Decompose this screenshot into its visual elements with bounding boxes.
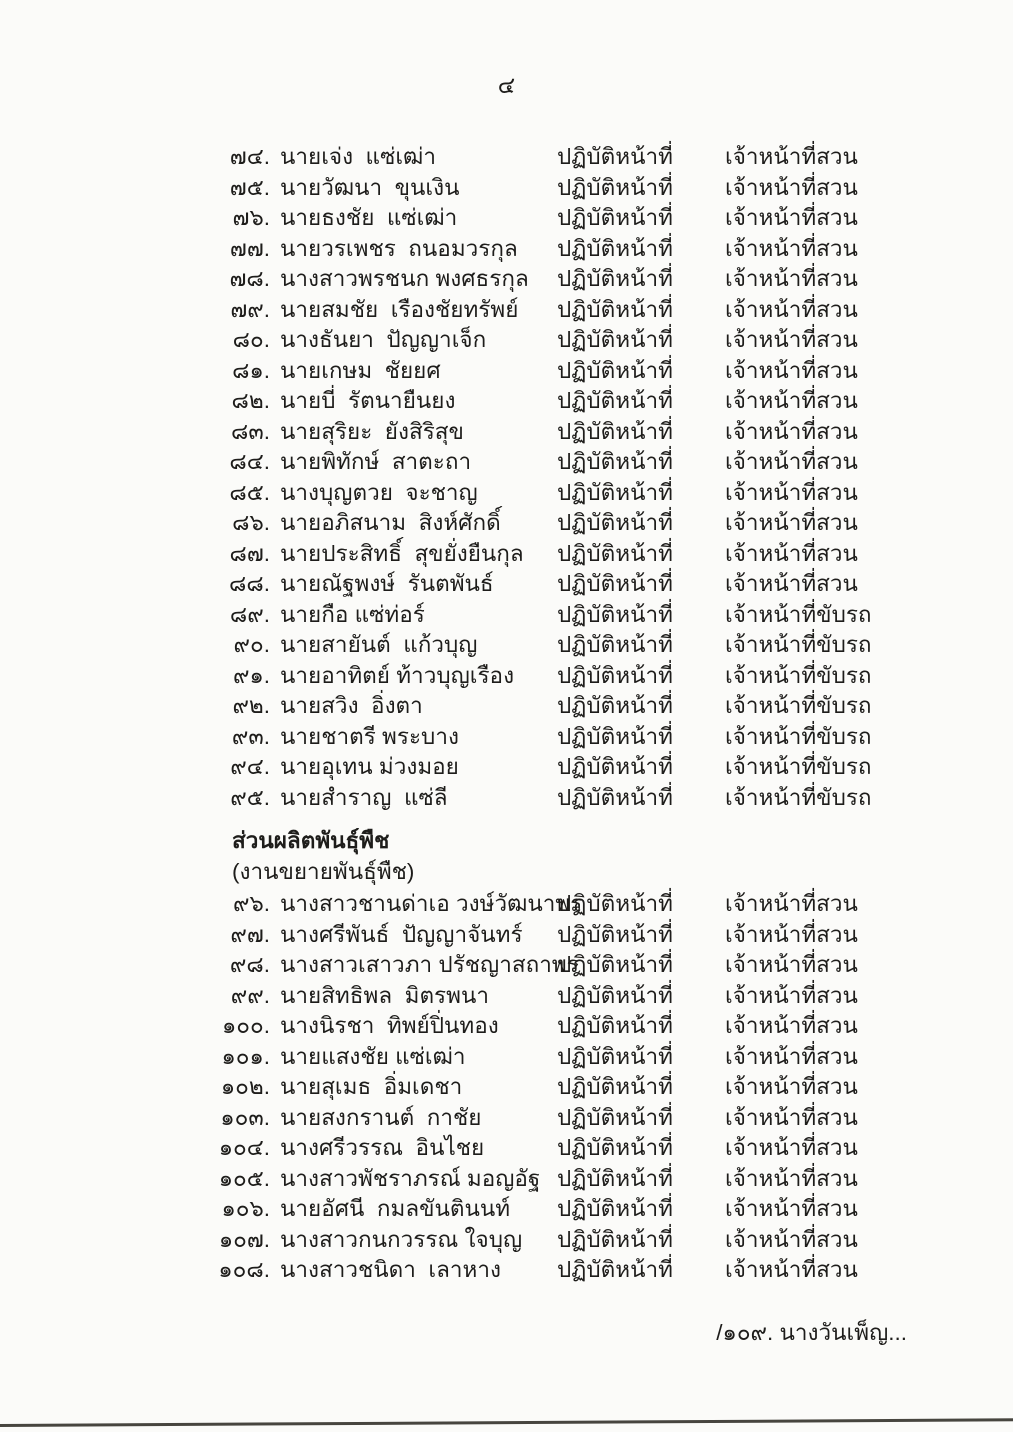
row-duty: ปฏิบัติหน้าที่ — [557, 1104, 673, 1130]
row-number: ๘๕. — [229, 479, 270, 505]
row-position: เจ้าหน้าที่ขับรถ — [725, 662, 872, 688]
row-number: ๑๐๐. — [222, 1013, 270, 1038]
row-name: นางสาวเสาวภา ปรัชญาสถาพร — [280, 952, 579, 977]
section-header — [232, 826, 414, 887]
table-row — [192, 1011, 1013, 1042]
row-position: เจ้าหน้าที่สวน — [725, 921, 858, 947]
row-name: นายกือ แซ่ท่อร์ — [280, 601, 425, 627]
row-position: เจ้าหน้าที่สวน — [725, 1165, 858, 1191]
table-row — [192, 783, 1013, 814]
row-name: นายบี่ รัตนายืนยง — [280, 388, 456, 413]
table-row — [192, 142, 1013, 173]
table-row — [192, 981, 1013, 1012]
table-row — [192, 478, 1013, 509]
row-position: เจ้าหน้าที่สวน — [725, 327, 858, 352]
row-position: เจ้าหน้าที่ขับรถ — [725, 784, 872, 810]
row-number: ๙๓. — [231, 723, 270, 749]
staff-list-group-2 — [192, 889, 1013, 1286]
row-number: ๘๘. — [229, 571, 270, 596]
row-position: เจ้าหน้าที่ขับรถ — [725, 601, 872, 627]
table-row — [192, 264, 1013, 295]
row-duty: ปฏิบัติหน้าที่ — [557, 449, 673, 474]
row-number: ๗๔. — [229, 144, 270, 169]
row-number: ๙๔. — [230, 754, 270, 779]
row-number: ๗๖. — [232, 205, 270, 230]
table-row — [192, 539, 1013, 570]
row-duty: ปฏิบัติหน้าที่ — [557, 388, 673, 413]
table-row — [192, 447, 1013, 478]
row-duty: ปฏิบัติหน้าที่ — [557, 891, 673, 916]
table-row — [192, 325, 1013, 356]
table-row — [192, 950, 1013, 981]
table-row — [192, 417, 1013, 448]
row-name: นายประสิทธิ์ สุขยั่งยืนกุล — [280, 540, 524, 566]
row-name: นางสาวพรชนก พงศธรกุล — [280, 266, 529, 291]
row-number: ๑๐๑. — [221, 1043, 270, 1069]
table-row — [192, 1164, 1013, 1195]
row-number: ๘๔. — [229, 449, 270, 474]
table-row — [192, 752, 1013, 783]
row-number: ๑๐๓. — [220, 1104, 270, 1130]
section-subtitle: (งานขยายพันธุ์พืช) — [232, 858, 415, 884]
row-name: นายณัฐพงษ์ รันตพันธ์ — [280, 571, 494, 596]
row-duty: ปฏิบัติหน้าที่ — [557, 754, 673, 779]
row-position: เจ้าหน้าที่สวน — [725, 144, 858, 169]
row-number: ๙๖. — [232, 891, 270, 916]
row-name: นายอุเทน ม่วงมอย — [280, 754, 459, 779]
row-duty: ปฏิบัติหน้าที่ — [557, 510, 673, 535]
table-row — [192, 889, 1013, 920]
table-row — [192, 1225, 1013, 1256]
row-position: เจ้าหน้าที่สวน — [725, 296, 858, 322]
row-number: ๑๐๕. — [218, 1165, 270, 1191]
row-number: ๙๗. — [230, 921, 270, 947]
row-number: ๘๗. — [229, 540, 270, 566]
row-duty: ปฏิบัติหน้าที่ — [557, 784, 673, 810]
row-position: เจ้าหน้าที่ขับรถ — [725, 632, 872, 657]
row-name: นายเกษม ชัยยศ — [280, 357, 441, 383]
staff-rows-2 — [192, 889, 1013, 1286]
row-duty: ปฏิบัติหน้าที่ — [557, 296, 673, 322]
row-name: นายสายันต์ แก้วบุญ — [280, 632, 478, 657]
row-duty: ปฏิบัติหน้าที่ — [557, 1196, 673, 1221]
table-row — [192, 661, 1013, 692]
table-row — [192, 508, 1013, 539]
table-row — [192, 1194, 1013, 1225]
row-name: นายวรเพชร ถนอมวรกุล — [280, 235, 518, 261]
row-number: ๘๖. — [232, 510, 270, 535]
row-position: เจ้าหน้าที่สวน — [725, 1196, 858, 1221]
row-number: ๙๕. — [230, 784, 270, 810]
row-duty: ปฏิบัติหน้าที่ — [557, 479, 673, 505]
row-name: นางสาวกนกวรรณ ใจบุญ — [280, 1226, 523, 1252]
table-row — [192, 386, 1013, 417]
row-duty: ปฏิบัติหน้าที่ — [557, 1013, 673, 1038]
row-duty: ปฏิบัติหน้าที่ — [557, 418, 673, 444]
row-number: ๗๘. — [229, 266, 270, 291]
row-position: เจ้าหน้าที่สวน — [725, 571, 858, 596]
row-name: นางสาวพัชราภรณ์ มอญอัฐ — [280, 1165, 541, 1191]
row-number: ๘๒. — [231, 388, 270, 413]
row-duty: ปฏิบัติหน้าที่ — [557, 205, 673, 230]
row-position: เจ้าหน้าที่สวน — [725, 1074, 858, 1099]
row-duty: ปฏิบัติหน้าที่ — [557, 327, 673, 352]
row-duty: ปฏิบัติหน้าที่ — [557, 357, 673, 383]
row-position: เจ้าหน้าที่สวน — [725, 449, 858, 474]
row-duty: ปฏิบัติหน้าที่ — [557, 235, 673, 261]
table-row — [192, 569, 1013, 600]
row-name: นางศรีวรรณ อินไชย — [280, 1135, 485, 1160]
row-position: เจ้าหน้าที่ขับรถ — [725, 754, 872, 779]
row-number: ๑๐๒. — [220, 1074, 270, 1099]
row-duty: ปฏิบัติหน้าที่ — [557, 982, 673, 1008]
row-name: นายวัฒนา ขุนเงิน — [280, 174, 460, 200]
row-number: ๙๑. — [232, 662, 270, 688]
row-duty: ปฏิบัติหน้าที่ — [557, 540, 673, 566]
row-position: เจ้าหน้าที่สวน — [725, 205, 858, 230]
row-number: ๑๐๘. — [218, 1257, 270, 1282]
row-duty: ปฏิบัติหน้าที่ — [557, 662, 673, 688]
staff-rows-1 — [192, 142, 1013, 813]
staff-list-group-1 — [192, 142, 1013, 813]
row-name: นายแสงชัย แซ่เฒ่า — [280, 1043, 466, 1069]
row-duty: ปฏิบัติหน้าที่ — [557, 174, 673, 200]
row-number: ๑๐๔. — [218, 1135, 270, 1160]
row-name: นายสิทธิพล มิตรพนา — [280, 982, 489, 1008]
row-duty: ปฏิบัติหน้าที่ — [557, 601, 673, 627]
row-number: ๙๐. — [233, 632, 270, 657]
row-duty: ปฏิบัติหน้าที่ — [557, 571, 673, 596]
table-row — [192, 1103, 1013, 1134]
row-name: นายอาทิตย์ ท้าวบุญเรือง — [280, 662, 515, 688]
row-number: ๗๙. — [230, 296, 270, 322]
table-row — [192, 356, 1013, 387]
row-name: นางสาวชนิดา เลาหาง — [280, 1257, 501, 1282]
row-number: ๘๙. — [229, 601, 270, 627]
row-name: นายสงกรานต์ กาชัย — [280, 1104, 482, 1130]
scan-artifact-line — [0, 1418, 1013, 1426]
row-duty: ปฏิบัติหน้าที่ — [557, 723, 673, 749]
table-row — [192, 173, 1013, 204]
page-number: ๔ — [497, 72, 516, 98]
table-row — [192, 1042, 1013, 1073]
row-duty: ปฏิบัติหน้าที่ — [557, 1074, 673, 1099]
row-name: นายชาตรี พระบาง — [280, 723, 459, 749]
row-position: เจ้าหน้าที่สวน — [725, 982, 858, 1008]
row-position: เจ้าหน้าที่สวน — [725, 418, 858, 444]
table-row — [192, 722, 1013, 753]
row-number: ๗๕. — [229, 174, 270, 200]
table-row — [192, 203, 1013, 234]
row-position: เจ้าหน้าที่สวน — [725, 235, 858, 261]
row-number: ๗๗. — [229, 235, 270, 261]
table-row — [192, 1133, 1013, 1164]
row-number: ๑๐๖. — [221, 1196, 270, 1221]
table-row — [192, 691, 1013, 722]
row-number: ๙๙. — [230, 982, 270, 1008]
table-row — [192, 600, 1013, 631]
row-name: นางสาวชานด่าเอ วงษ์วัฒนาพร — [280, 891, 583, 916]
row-duty: ปฏิบัติหน้าที่ — [557, 266, 673, 291]
row-number: ๑๐๗. — [218, 1226, 270, 1252]
row-name: นายสำราญ แซ่ลี — [280, 784, 448, 810]
row-position: เจ้าหน้าที่สวน — [725, 266, 858, 291]
row-position: เจ้าหน้าที่ขับรถ — [725, 693, 872, 718]
row-name: นายพิทักษ์ สาตะถา — [280, 449, 472, 474]
row-duty: ปฏิบัติหน้าที่ — [557, 1135, 673, 1160]
table-row — [192, 295, 1013, 326]
row-position: เจ้าหน้าที่สวน — [725, 891, 858, 916]
row-name: นางศรีพันธ์ ปัญญาจันทร์ — [280, 921, 523, 947]
row-name: นางธันยา ปัญญาเจ็ก — [280, 327, 487, 352]
row-duty: ปฏิบัติหน้าที่ — [557, 1043, 673, 1069]
row-duty: ปฏิบัติหน้าที่ — [557, 952, 673, 977]
row-duty: ปฏิบัติหน้าที่ — [557, 1226, 673, 1252]
row-duty: ปฏิบัติหน้าที่ — [557, 1257, 673, 1282]
row-number: ๙๘. — [229, 952, 270, 977]
row-name: นางบุญตวย จะชาญ — [280, 479, 478, 505]
row-duty: ปฏิบัติหน้าที่ — [557, 921, 673, 947]
row-name: นายสมชัย เรืองชัยทรัพย์ — [280, 296, 519, 322]
row-position: เจ้าหน้าที่สวน — [725, 174, 858, 200]
row-position: เจ้าหน้าที่สวน — [725, 1135, 858, 1160]
row-position: เจ้าหน้าที่สวน — [725, 1043, 858, 1069]
table-row — [192, 1255, 1013, 1286]
table-row — [192, 234, 1013, 265]
row-duty: ปฏิบัติหน้าที่ — [557, 144, 673, 169]
continuation-note: /๑๐๙. นางวันเพ็ญ... — [716, 1320, 907, 1345]
table-row — [192, 1072, 1013, 1103]
row-name: นางนิรชา ทิพย์ปิ่นทอง — [280, 1013, 499, 1038]
row-name: นายอัศนี กมลขันตินนท์ — [280, 1196, 511, 1221]
row-position: เจ้าหน้าที่สวน — [725, 1104, 858, 1130]
row-number: ๙๒. — [232, 693, 270, 718]
row-position: เจ้าหน้าที่สวน — [725, 479, 858, 505]
row-position: เจ้าหน้าที่สวน — [725, 1226, 858, 1252]
row-duty: ปฏิบัติหน้าที่ — [557, 632, 673, 657]
row-position: เจ้าหน้าที่สวน — [725, 952, 858, 977]
row-name: นายธงชัย แซ่เฒ่า — [280, 205, 458, 230]
table-row — [192, 920, 1013, 951]
row-position: เจ้าหน้าที่สวน — [725, 540, 858, 566]
row-position: เจ้าหน้าที่สวน — [725, 1257, 858, 1282]
table-row — [192, 630, 1013, 661]
row-duty: ปฏิบัติหน้าที่ — [557, 1165, 673, 1191]
row-name: นายสวิง อิ่งตา — [280, 693, 423, 718]
row-name: นายสุเมธ อิ่มเดชา — [280, 1074, 463, 1099]
row-name: นายเจ่ง แซ่เฒ่า — [280, 144, 436, 169]
row-position: เจ้าหน้าที่สวน — [725, 357, 858, 383]
row-position: เจ้าหน้าที่สวน — [725, 388, 858, 413]
row-number: ๘๑. — [232, 357, 270, 383]
row-position: เจ้าหน้าที่ขับรถ — [725, 723, 872, 749]
row-position: เจ้าหน้าที่สวน — [725, 1013, 858, 1038]
row-number: ๘๐. — [232, 327, 270, 352]
row-duty: ปฏิบัติหน้าที่ — [557, 693, 673, 718]
row-number: ๘๓. — [231, 418, 270, 444]
row-name: นายสุริยะ ยังสิริสุข — [280, 418, 464, 444]
row-name: นายอภิสนาม สิงห์ศักดิ์ — [280, 510, 501, 535]
section-title: ส่วนผลิตพันธุ์พืช — [232, 828, 390, 853]
row-position: เจ้าหน้าที่สวน — [725, 510, 858, 535]
